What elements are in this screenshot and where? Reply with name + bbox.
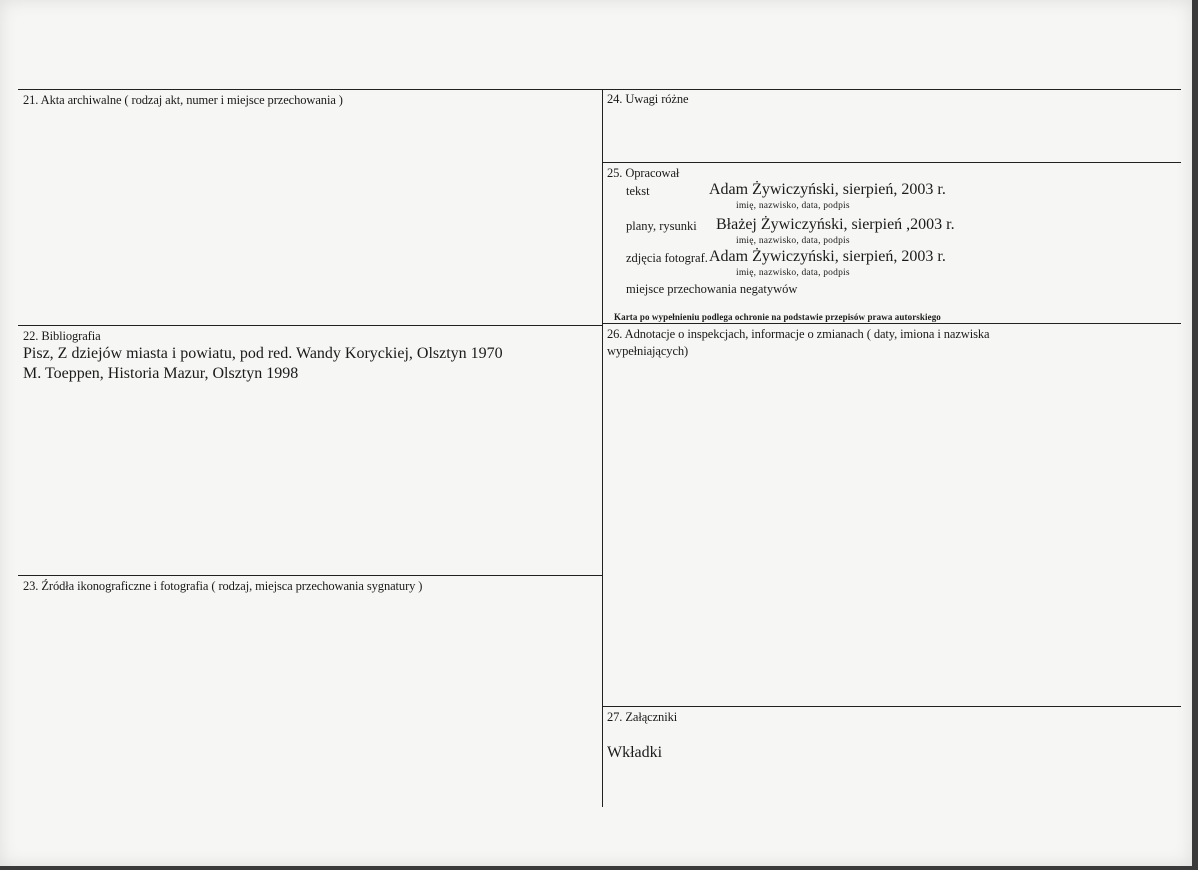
- section-23-label: 23. Źródła ikonograficzne i fotografia ( rodzaj, miejsca przechowania sygnatury ): [23, 579, 423, 593]
- divider-24-25: [602, 162, 1181, 163]
- author-plans-value: Błażej Żywiczyński, sierpień ,2003 r.: [716, 216, 955, 233]
- section-25-label: 25. Opracował: [607, 166, 680, 180]
- divider-22-23: [18, 575, 603, 576]
- section-27-label: 27. Załączniki: [607, 710, 678, 724]
- section-26-label-line2: wypełniających): [607, 344, 689, 358]
- section-21-label: 21. Akta archiwalne ( rodzaj akt, numer i miejsce przechowania ): [23, 93, 343, 107]
- author-text-value: Adam Żywiczyński, sierpień, 2003 r.: [709, 181, 946, 198]
- center-divider: [602, 89, 603, 807]
- author-text-role: tekst: [626, 184, 650, 198]
- section-22-label: 22. Bibliografia: [23, 329, 101, 343]
- author-photos-role: zdjęcia fotograf.: [626, 251, 708, 265]
- author-photos-caption: imię, nazwisko, data, podpis: [736, 268, 850, 278]
- attachments-value: Wkładki: [607, 744, 663, 761]
- top-border-line: [18, 89, 1181, 90]
- negatives-storage-label: miejsce przechowania negatywów: [626, 282, 798, 296]
- author-plans-caption: imię, nazwisko, data, podpis: [736, 236, 850, 246]
- author-text-caption: imię, nazwisko, data, podpis: [736, 201, 850, 211]
- divider-21-22: [18, 325, 603, 326]
- section-26-label-line1: 26. Adnotacje o inspekcjach, informacje o zmianach ( daty, imiona i nazwiska: [607, 327, 990, 341]
- bibliography-entry: M. Toeppen, Historia Mazur, Olsztyn 1998: [23, 365, 299, 382]
- author-photos-value: Adam Żywiczyński, sierpień, 2003 r.: [709, 248, 946, 265]
- copyright-note: Karta po wypełnieniu podlega ochronie na podstawie przepisów prawa autorskiego: [614, 312, 941, 322]
- bibliography-entry: Pisz, Z dziejów miasta i powiatu, pod red. Wandy Koryckiej, Olsztyn 1970: [23, 345, 503, 362]
- divider-26-27: [602, 706, 1181, 707]
- author-plans-role: plany, rysunki: [626, 219, 697, 233]
- divider-25-26: [602, 323, 1181, 324]
- scan-edge-right: [1192, 0, 1198, 870]
- scan-edge-bottom: [0, 866, 1198, 870]
- section-24-label: 24. Uwagi różne: [607, 92, 689, 106]
